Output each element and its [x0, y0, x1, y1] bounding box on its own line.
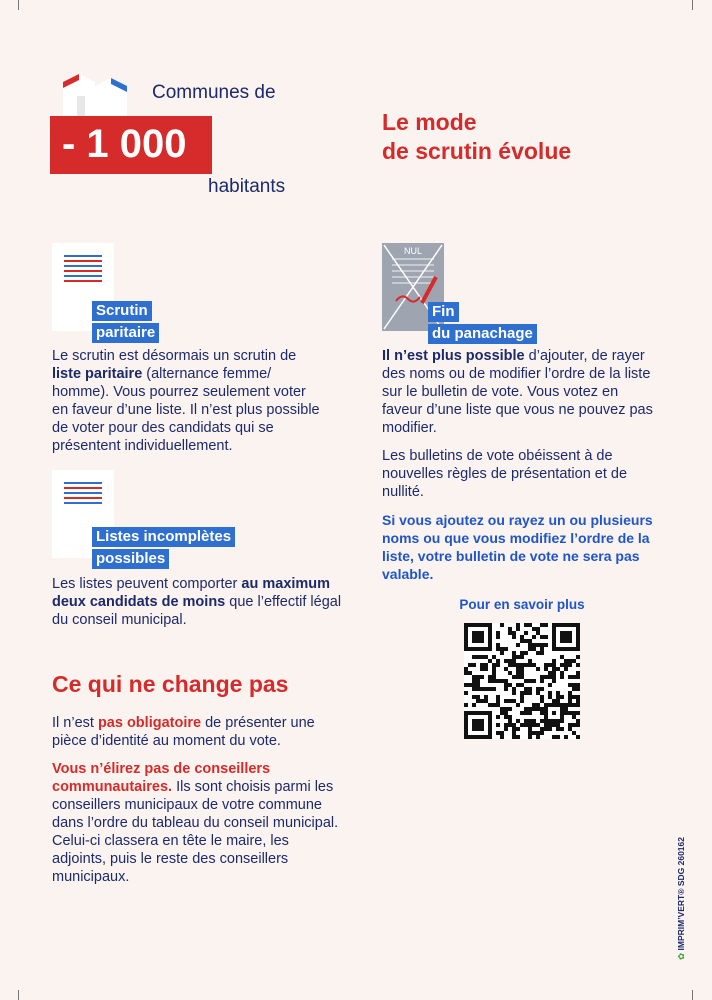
leaf-icon: ✿: [676, 952, 686, 960]
habitants-text: habitants: [208, 176, 286, 197]
houses-icon: [55, 72, 155, 118]
title-line-2: de scrutin évolue: [382, 138, 572, 164]
fin-panachage-label: [428, 302, 537, 344]
label-line: paritaire: [92, 323, 159, 343]
imprim-vert-label: ✿ IMPRIM’VERT® SDG 260162: [676, 837, 686, 960]
listes-incompletes-label: [92, 527, 235, 569]
label-line: Listes incomplètes: [92, 527, 235, 547]
title-line-1: Le mode: [382, 109, 477, 135]
scrutin-paritaire-label: [92, 301, 159, 343]
savoir-plus-text: Pour en savoir plus: [459, 597, 585, 612]
label-line: possibles: [92, 549, 169, 569]
label-line: Scrutin: [92, 301, 152, 321]
nul-label: NUL: [403, 246, 422, 256]
communes-de-text: Communes de: [152, 82, 276, 103]
ce-qui-ne-change-pas-text: Il n’est pas obligatoire de présenter une pièce d’identité au moment du vote. Vous n’élirez pas de conseillers communautaires. Ils sont choisis parmi les conseillers municipaux de votre commune dans l’ordre du tableau du conseil municipal. Celui-ci classera en tête le maire, les adjoints, puis le reste des conseillers municipaux.: [52, 715, 339, 885]
label-line: du panachage: [428, 324, 537, 344]
minus-1000-text: - 1 000: [62, 122, 187, 166]
section-title: Ce qui ne change pas: [52, 671, 289, 697]
listes-incompletes-text: Les listes peuvent comporter au maximum deux candidats de moins que l’effectif légal du conseil municipal.: [52, 576, 342, 628]
fin-panachage-text: Il n’est plus possible d’ajouter, de rayer des noms ou de modifier l’ordre de la liste sur le bulletin de vote. Vous votez en faveur d’une liste que vous ne pouvez pas modifier. Les bulletins de vote obéissent à de nouvelles règles de présentation et de nullité. Si vous ajoutez ou rayez un ou plusieurs noms ou que vous modifiez l’ordre de la liste, votre bulletin de vote ne sera pas valable.: [382, 348, 653, 582]
minus-1000-banner: [50, 116, 212, 174]
label-line: Fin: [428, 302, 459, 322]
qr-code-icon[interactable]: [464, 623, 580, 739]
communes-logo: [50, 72, 310, 202]
scrutin-paritaire-text: Le scrutin est désormais un scrutin de liste paritaire (alternance femme/ homme). Vous pourrez seulement voter en faveur d’une liste. Il n’est plus possible de voter pour des candidats qui se présentent individuellement.: [52, 348, 320, 454]
page-title: [382, 108, 571, 166]
